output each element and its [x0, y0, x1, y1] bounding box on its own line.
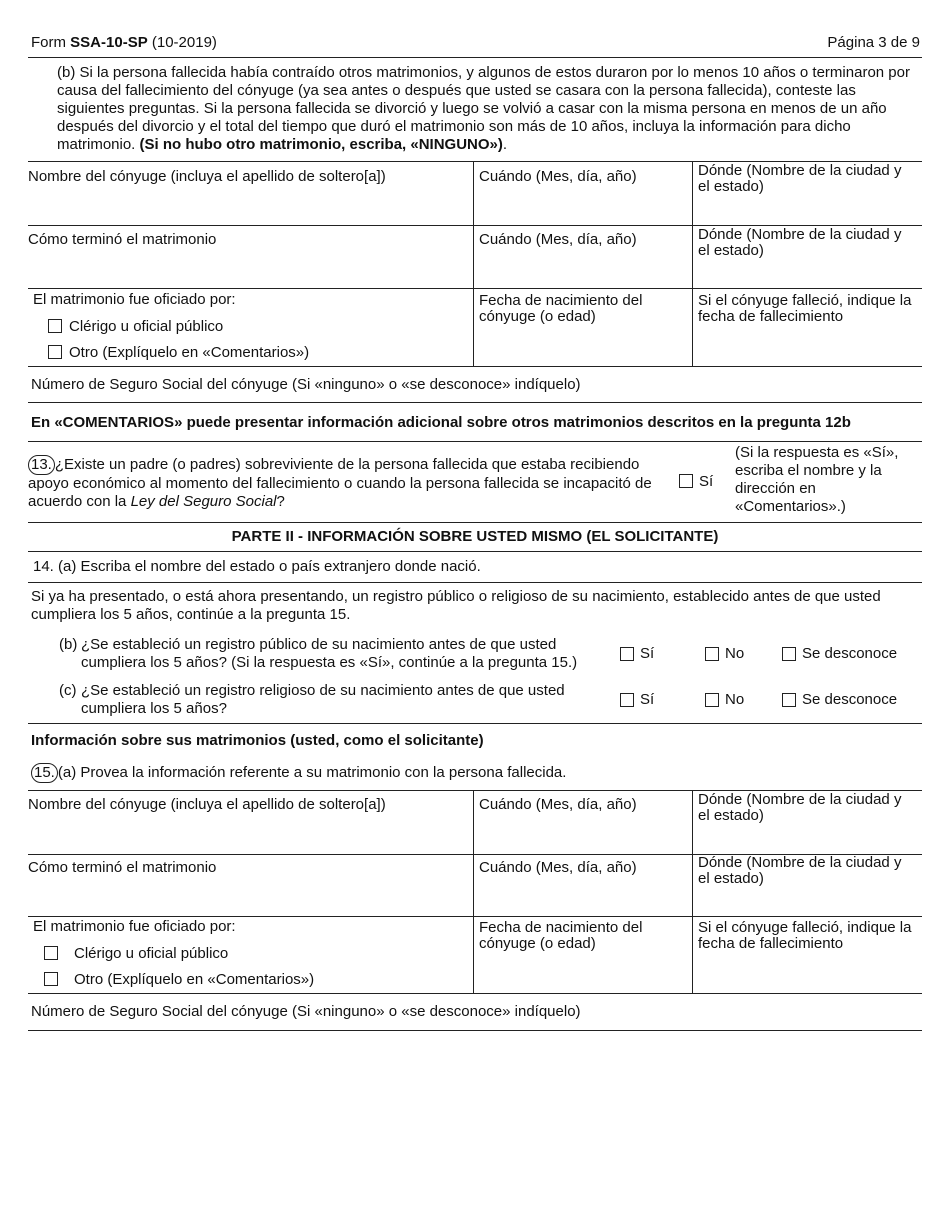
question-number-15: 15.: [31, 763, 58, 783]
comments-note: En «COMENTARIOS» puede presentar información adicional sobre otros matrimonios descritos en la pregunta 12b: [31, 414, 851, 431]
other-label: Otro (Explíquelo en «Comentarios»): [74, 971, 315, 988]
officiated-label: El matrimonio fue oficiado por:: [33, 918, 236, 935]
q14c-unknown-label: Se desconoce: [802, 691, 898, 708]
q14b-no-checkbox[interactable]: [705, 647, 719, 661]
other-checkbox[interactable]: [48, 345, 62, 359]
other-label: Otro (Explíquelo en «Comentarios»): [69, 344, 310, 361]
spouse-name-label: Nombre del cónyuge (incluya el apellido de soltero[a]): [28, 168, 386, 185]
question-12b: (b) Si la persona fallecida había contraído otros matrimonios, y algunos de estos duraron por lo menos 10 años o terminaron por causa del fallecimiento del cónyuge (ya sea antes o después que usted se casara con la persona fallecida), conteste las siguientes preguntas. Si la persona fallecida se divorció y luego se volvió a casar con la misma persona en menos de un año después del divorcio y el total del tiempo que duró el matrimonio son más de 10 años, incluya la información para dicho matrimonio. (Si no hubo otro matrimonio, escriba, «NINGUNO»).: [57, 64, 910, 153]
question-14a: 14. (a) Escriba el nombre del estado o país extranjero donde nació.: [33, 558, 481, 575]
other-checkbox[interactable]: [44, 972, 58, 986]
q14b-unknown-checkbox[interactable]: [782, 647, 796, 661]
spouse-dob-label: Fecha de nacimiento del cónyuge (o edad): [479, 292, 643, 325]
question-15a: 15. (a) Provea la información referente a su matrimonio con la persona fallecida.: [31, 763, 566, 783]
q14b-yes-label: Sí: [640, 645, 655, 662]
q14b-no-label: No: [725, 645, 745, 662]
marriages-heading: Información sobre sus matrimonios (usted, como el solicitante): [31, 732, 484, 749]
question-number-13: 13.: [28, 455, 55, 475]
q13-note: (Si la respuesta es «Sí», escriba el nombre y la dirección en «Comentarios».): [735, 444, 899, 515]
officiated-label: El matrimonio fue oficiado por:: [33, 291, 236, 308]
q14c-yes-checkbox[interactable]: [620, 693, 634, 707]
spouse-name-label: Nombre del cónyuge (incluya el apellido de soltero[a]): [28, 796, 386, 813]
where-ended-label: Dónde (Nombre de la ciudad y el estado): [698, 226, 902, 259]
page-number: Página 3 de 9: [827, 34, 920, 51]
q14c-no-label: No: [725, 691, 745, 708]
where-label: Dónde (Nombre de la ciudad y el estado): [698, 162, 902, 195]
clergy-checkbox[interactable]: [48, 319, 62, 333]
where-ended-label: Dónde (Nombre de la ciudad y el estado): [698, 854, 902, 887]
part-2-title: PARTE II - INFORMACIÓN SOBRE USTED MISMO (EL SOLICITANTE): [231, 528, 719, 545]
question-14c-label: (c): [59, 682, 77, 699]
clergy-label: Clérigo u oficial público: [69, 318, 224, 335]
how-ended-label: Cómo terminó el matrimonio: [28, 231, 217, 248]
when-label: Cuándo (Mes, día, año): [479, 168, 637, 185]
divider: [28, 57, 922, 58]
spouse-ssn-label: Número de Seguro Social del cónyuge (Si «ninguno» o «se desconoce» indíquelo): [31, 376, 581, 393]
when-label: Cuándo (Mes, día, año): [479, 796, 637, 813]
question-14b-label: (b): [59, 636, 78, 653]
question-14c: ¿Se estableció un registro religioso de su nacimiento antes de que usted cumpliera los 5 años?: [81, 682, 565, 717]
q14c-no-checkbox[interactable]: [705, 693, 719, 707]
spouse-ssn-label: Número de Seguro Social del cónyuge (Si «ninguno» o «se desconoce» indíquelo): [31, 1003, 581, 1020]
clergy-label: Clérigo u oficial público: [74, 945, 229, 962]
spouse-dob-label: Fecha de nacimiento del cónyuge (o edad): [479, 919, 643, 952]
q13-yes-label: Sí: [699, 473, 714, 490]
q14b-unknown-label: Se desconoce: [802, 645, 898, 662]
clergy-checkbox[interactable]: [44, 946, 58, 960]
spouse-death-label: Si el cónyuge falleció, indique la fecha de fallecimiento: [698, 292, 912, 325]
q14c-yes-label: Sí: [640, 691, 655, 708]
where-label: Dónde (Nombre de la ciudad y el estado): [698, 791, 902, 824]
when-ended-label: Cuándo (Mes, día, año): [479, 859, 637, 876]
question-14-intro: Si ya ha presentado, o está ahora presentando, un registro público o religioso de su nacimiento, establecido antes de que usted cumpliera los 5 años, continúe a la pregunta 15.: [31, 588, 881, 623]
spouse-death-label: Si el cónyuge falleció, indique la fecha de fallecimiento: [698, 919, 912, 952]
form-number: Form SSA-10-SP (10-2019): [31, 34, 217, 51]
when-ended-label: Cuándo (Mes, día, año): [479, 231, 637, 248]
q13-yes-checkbox[interactable]: [679, 474, 693, 488]
question-14b: ¿Se estableció un registro público de su nacimiento antes de que usted cumpliera los 5 años? (Si la respuesta es «Sí», continúe a la pregunta 15.): [81, 636, 578, 671]
question-13: 13. ¿Existe un padre (o padres) sobreviviente de la persona fallecida que estaba recibiendo apoyo económico al momento del fallecimiento o cuando la persona fallecida se incapacitó de acuerdo con la Ley del Seguro Social?: [28, 456, 652, 510]
how-ended-label: Cómo terminó el matrimonio: [28, 859, 217, 876]
q14c-unknown-checkbox[interactable]: [782, 693, 796, 707]
q14b-yes-checkbox[interactable]: [620, 647, 634, 661]
